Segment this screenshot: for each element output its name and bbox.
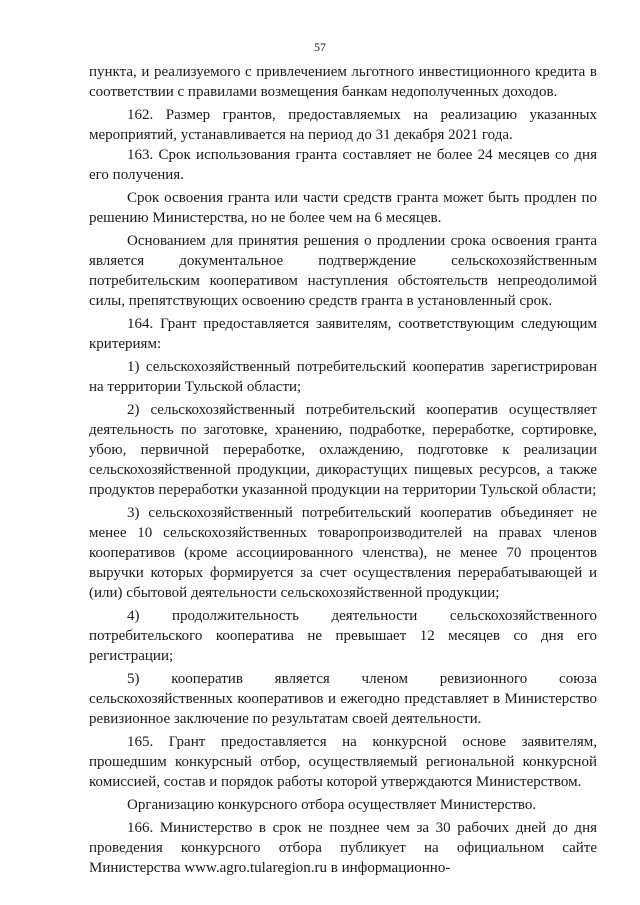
criterion-4: 4) продолжительность деятельности сельскохозяйственного потребительского кооператива не превышает 12 месяцев со дня его регистрации; [89, 608, 597, 664]
criterion-1: 1) сельскохозяйственный потребительский кооператив зарегистрирован на территории Тульской области; [89, 359, 597, 395]
paragraph-166: 166. Министерство в срок не позднее чем за 30 рабочих дней до дня проведения конкурсного отбора публикует на официальном сайте Министерства www.agro.tularegion.ru в информационно- [89, 820, 597, 876]
paragraph-162: 162. Размер грантов, предоставляемых на реализацию указанных мероприятий, устанавливается на период до 31 декабря 2021 года. [89, 107, 597, 143]
paragraph-164: 164. Грант предоставляется заявителям, соответствующим следующим критериям: [89, 316, 597, 352]
paragraph-continuation: пункта, и реализуемого с привлечением льготного инвестиционного кредита в соответствии с правилами возмещения банкам недополученных доходов. [89, 64, 597, 100]
document-body [89, 62, 597, 878]
paragraph-165-organization: Организацию конкурсного отбора осуществляет Министерство. [127, 797, 537, 813]
paragraph-165: 165. Грант предоставляется на конкурсной основе заявителям, прошедшим конкурсный отбор, осуществляемый региональной конкурсной комиссией, состав и порядок работы которой утверждаются Министерством. [89, 734, 597, 790]
paragraph-163: 163. Срок использования гранта составляет не более 24 месяцев со дня его получения. [89, 147, 597, 183]
paragraph-163-basis: Основанием для принятия решения о продлении срока освоения гранта является документальное подтверждение сельскохозяйственным потребительским кооперативом наступления обстоятельств непреодолимой силы, препятствующих освоению средств гранта в установленный срок. [89, 233, 597, 309]
paragraph-163-extension: Срок освоения гранта или части средств гранта может быть продлен по решению Министерства, но не более чем на 6 месяцев. [89, 190, 597, 226]
criterion-2: 2) сельскохозяйственный потребительский кооператив осуществляет деятельность по заготовке, хранению, подработке, переработке, сортировке, убою, первичной переработке, охлаждению, подготовке к реализации сельскохозяйственной продукции, дикорастущих пищевых ресурсов, а также продуктов переработки указанной продукции на территории Тульской области; [89, 402, 597, 498]
criterion-3: 3) сельскохозяйственный потребительский кооператив объединяет не менее 10 сельскохозяйственных товаропроизводителей на правах членов кооперативов (кроме ассоциированного членства), не менее 70 процентов выручки которых формируется за счет осуществления перерабатывающей и (или) сбытовой деятельности сельскохозяйственной продукции; [89, 505, 597, 601]
criterion-5: 5) кооператив является членом ревизионного союза сельскохозяйственных кооперативов и ежегодно представляет в Министерство ревизионное заключение по результатам своей деятельности. [89, 671, 597, 727]
page-number: 57 [314, 40, 326, 54]
